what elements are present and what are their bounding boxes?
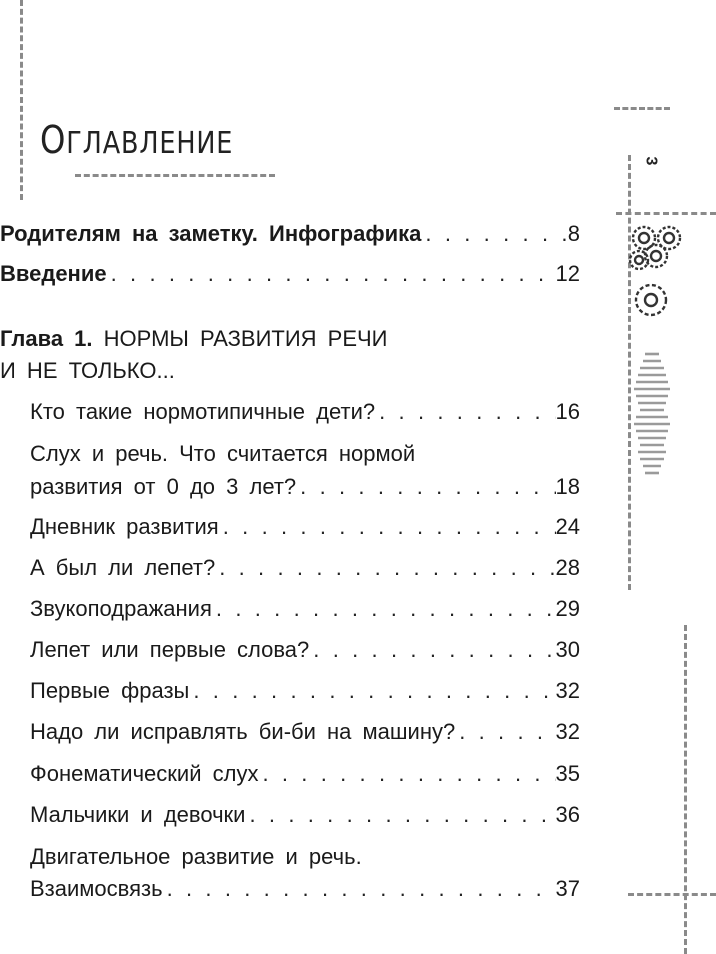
toc-entry-page: 37: [555, 876, 580, 901]
toc-entry-title: Дневник развития: [30, 514, 219, 539]
chapter-title: НОРМЫ РАЗВИТИЯ РЕЧИ: [103, 326, 388, 351]
right-cross-dash: [616, 212, 716, 215]
leader-dots: [309, 636, 555, 664]
toc-entry[interactable]: [30, 513, 580, 541]
page-title: ОГЛАВЛЕНИЕ: [40, 118, 234, 162]
toc-entry[interactable]: [30, 636, 580, 664]
toc-entry-title: Надо ли исправлять би-би на машину?: [30, 719, 456, 744]
chapter-label: Глава 1.: [0, 326, 93, 351]
toc-entry[interactable]: [30, 398, 580, 426]
side-decoration: [624, 220, 704, 335]
toc-entry[interactable]: [30, 760, 580, 788]
leader-dots: [219, 513, 556, 541]
bottom-right-dashed-line: [684, 625, 687, 954]
toc-entry[interactable]: [30, 595, 580, 623]
leader-dots: [245, 801, 555, 829]
leader-dots: [107, 260, 556, 288]
toc-entry-page: 16: [555, 399, 580, 424]
chapter-heading[interactable]: [0, 325, 387, 353]
leader-dots: [375, 398, 555, 426]
toc-entry-title: Лепет или первые слова?: [30, 637, 310, 662]
toc-entry[interactable]: [30, 473, 580, 501]
toc-entry[interactable]: [30, 677, 580, 705]
toc-entry-parents[interactable]: [0, 220, 580, 248]
leader-dots: [421, 220, 567, 248]
page-number: 3: [642, 156, 660, 166]
toc-entry-page: 32: [555, 719, 580, 744]
toc-entry[interactable]: [30, 801, 580, 829]
toc-entry-page: 8: [567, 221, 580, 246]
leader-dots: [258, 760, 555, 788]
toc-entry-page: 24: [555, 514, 580, 539]
gears-icon: [624, 220, 704, 330]
toc-entry-title: Первые фразы: [30, 678, 190, 703]
leader-dots: [455, 718, 555, 746]
leader-dots: [212, 595, 556, 623]
toc-entry[interactable]: [30, 718, 580, 746]
toc-entry-title: Кто такие нормотипичные дети?: [30, 399, 376, 424]
toc-entry-title: А был ли лепет?: [30, 555, 216, 580]
toc-entry-title: Фонематический слух: [30, 761, 259, 786]
toc-entry-page: 30: [555, 637, 580, 662]
toc-entry-title: развития от 0 до 3 лет?: [30, 474, 297, 499]
toc-entry-page: 29: [555, 596, 580, 621]
toc-entry-intro[interactable]: [0, 260, 580, 288]
toc-entry-page: 36: [555, 802, 580, 827]
toc-entry-page: 32: [555, 678, 580, 703]
toc-entry[interactable]: [30, 875, 580, 903]
toc-entry-title: Мальчики и девочки: [30, 802, 246, 827]
toc-entry-page: 12: [555, 261, 580, 286]
toc-entry-page: 35: [555, 761, 580, 786]
title-underline: [75, 174, 275, 177]
toc-entry-page: 28: [555, 555, 580, 580]
left-dashed-line: [20, 0, 23, 200]
toc-entry-title: Родителям на заметку. Инфографика: [0, 221, 422, 246]
toc-entry-title: Введение: [0, 261, 107, 286]
leader-dots: [296, 473, 555, 501]
toc-entry-title-line1: Двигательное развитие и речь.: [30, 844, 362, 869]
toc-entry[interactable]: [30, 554, 580, 582]
leader-dots: [163, 875, 556, 903]
leader-dots: [215, 554, 555, 582]
bottom-right-dash: [628, 893, 716, 896]
chapter-title-line2: И НЕ ТОЛЬКО...: [0, 358, 175, 383]
soundwave-icon: [624, 348, 704, 508]
top-right-dash: [614, 107, 670, 110]
toc-entry-title: Звукоподражания: [30, 596, 212, 621]
toc-entry-title-line1: Слух и речь. Что считается нормой: [30, 441, 416, 466]
toc-entry-title: Взаимосвязь: [30, 876, 163, 901]
toc-entry-page: 18: [555, 474, 580, 499]
leader-dots: [189, 677, 555, 705]
